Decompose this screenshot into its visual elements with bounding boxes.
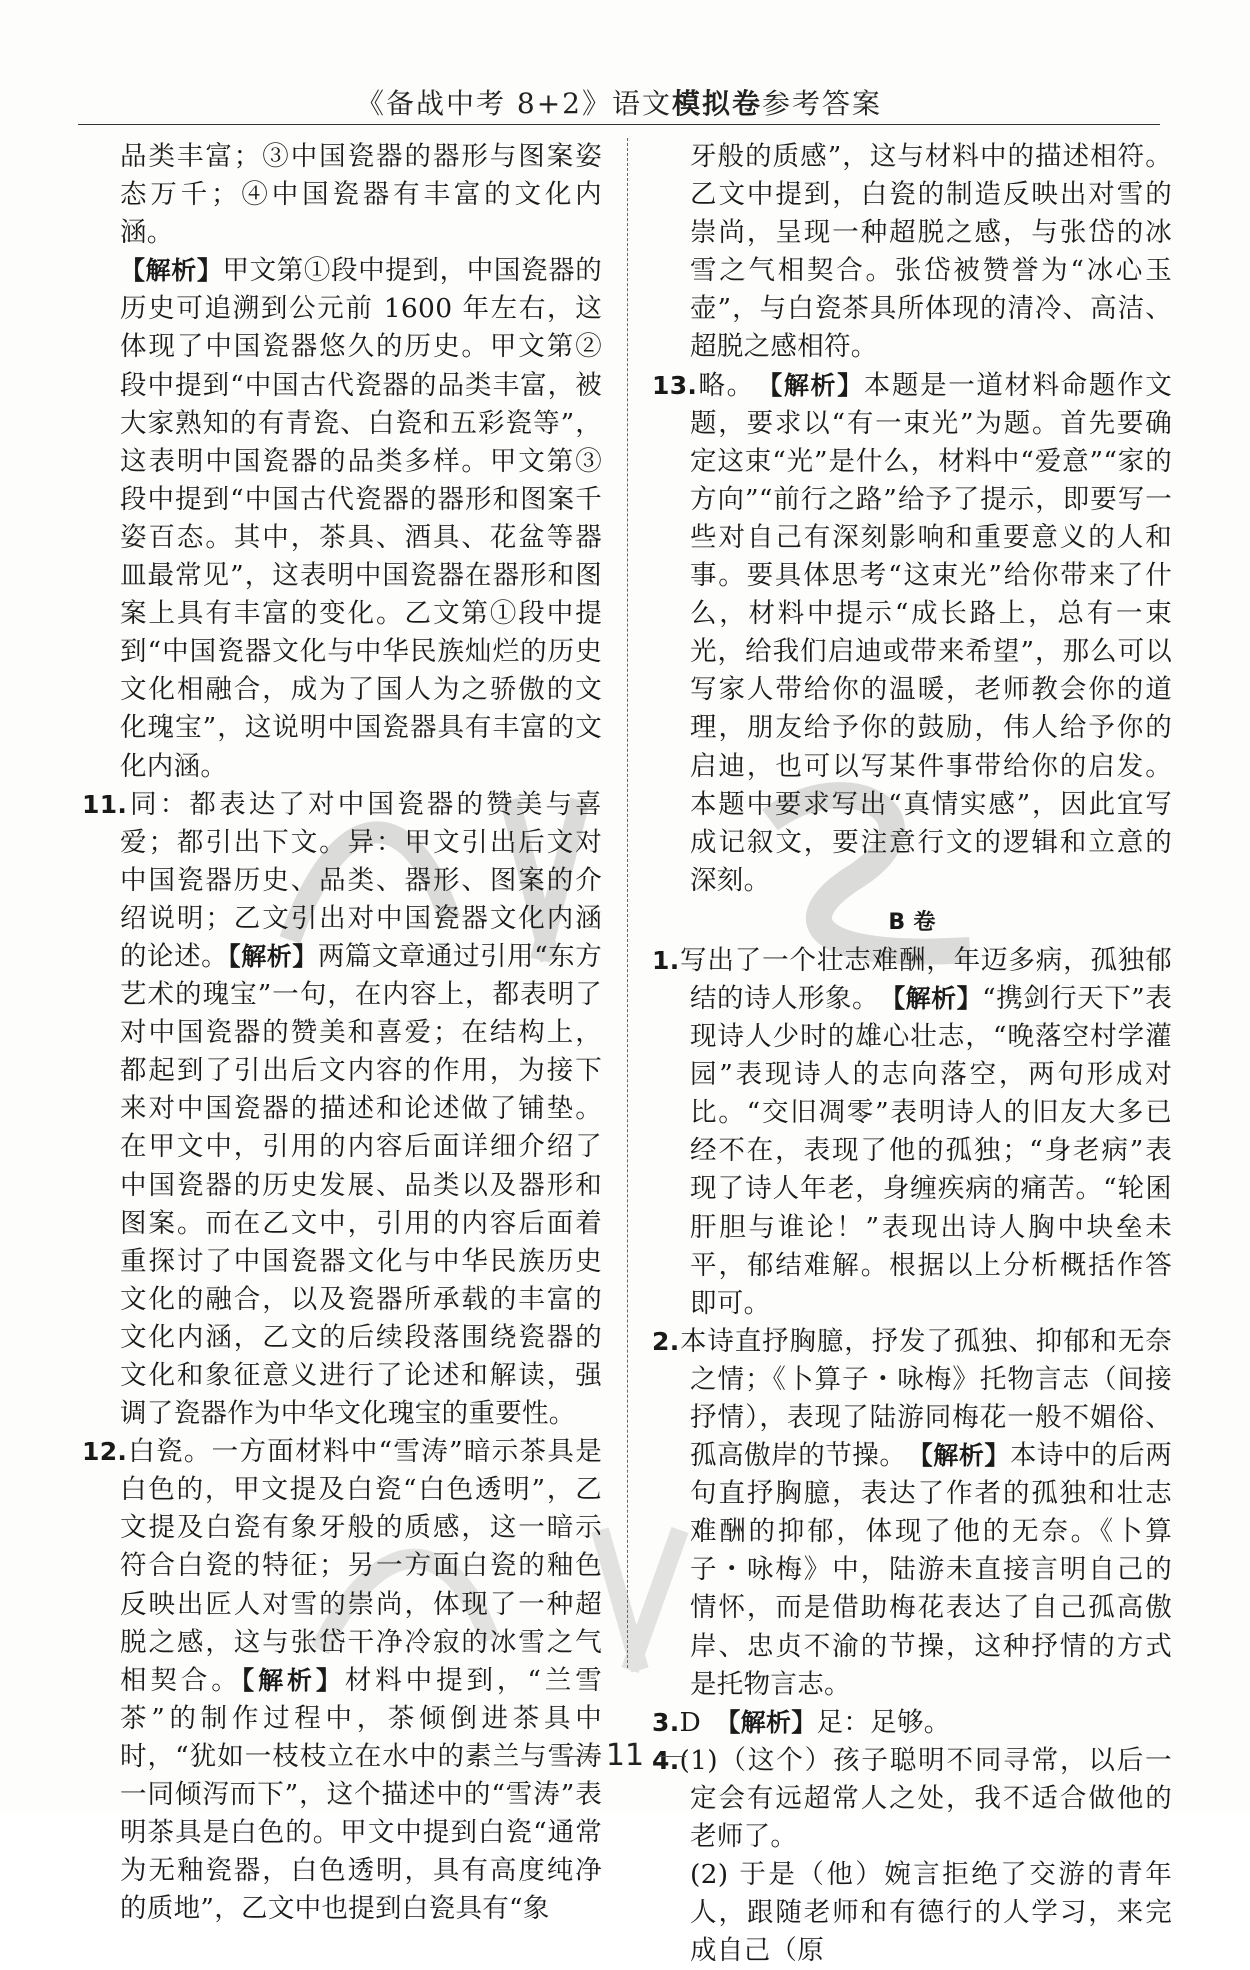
header-rule: [78, 124, 1160, 125]
answer-item-b4-part2: (2) 于是（他）婉言拒绝了交游的青年人，跟随老师和有德行的人学习，来完成自己（原: [690, 1859, 1172, 1967]
analysis-tag: 【解析】: [120, 256, 223, 286]
analysis-tag: 【解析】: [920, 1441, 1010, 1471]
header-title-pre: 《备战中考 8+2》语文: [355, 87, 672, 120]
answer-item-13: [652, 367, 1172, 900]
item-answer-text: 同：都表达了对中国瓷器的赞美与喜爱；都引出下文。异：甲文引出后文对中国瓷器历史、品类、器形、图案的介绍说明；乙文引出对中国瓷器文化内涵的论述。: [120, 788, 602, 972]
answer-item-b1: [652, 942, 1172, 1323]
analysis-tag: 【解析】: [727, 1707, 817, 1737]
item-analysis-text: 本诗中的后两句直抒胸臆，表达了作者的孤独和壮志难酬的抑郁，体现了他的无奈。《卜算子・咏梅》中，陆游未直接言明自己的情怀，而是借助梅花表达了自己孤高傲岸、忠贞不渝的节操，这种抒情的方式是托物言志。: [690, 1440, 1172, 1700]
item-answer-text: 白瓷。一方面材料中“雪涛”暗示茶具是白色的，甲文提及白瓷“白色透明”，乙文提及白瓷有象牙般的质感，这一暗示符合白瓷的特征；另一方面白瓷的釉色反映出匠人对雪的崇尚，体现了一种超脱之感，这与张岱干净冷寂的冰雪之气相契合。: [120, 1436, 602, 1696]
item-answer-text: D: [679, 1706, 728, 1738]
header-title-post: 参考答案: [762, 87, 883, 120]
page-footer: [0, 1738, 1250, 1773]
item-answer-text: 略。: [697, 369, 770, 401]
item-analysis-text: 本题是一道材料命题作文题，要求以“有一束光”为题。首先要确定这束“光”是什么，材料中“爱意”“家的方向”“前行之路”给予了提示，即要写一些对自己有深刻影响和重要意义的人和事。要具体思考“这束光”给你带来了什么，材料中提示“成长路上，总有一束光，给我们启迪或带来希望”，那么可以写家人带给你的温暖，老师教会你的道理，朋友给予你的鼓励，伟人给予你的启迪，也可以写某件事带给你的启发。本题中要求写出“真情实感”，因此宜写成记叙文，要注意行文的逻辑和立意的深刻。: [690, 369, 1172, 896]
page-header: [78, 82, 1160, 128]
analysis-tag: 【解析】: [769, 370, 864, 400]
item-analysis-text: 材料中提到，“兰雪茶”的制作过程中，茶倾倒进茶具中时，“犹如一枝枝立在水中的素兰与雪涛一同倾泻而下”，这个描述中的“雪涛”表明茶具是白色的。甲文中提到白瓷“通常为无釉瓷器，白色透明，具有高度纯净的质地”，乙文中也提到白瓷具有“象: [120, 1664, 603, 1925]
column-divider: [627, 138, 628, 1668]
item-number: 3.: [652, 1707, 680, 1737]
item-answer-text: (1)（这个）孩子聪明不同寻常，以后一定会有远超常人之处，我不适合做他的老师了。: [679, 1744, 1172, 1853]
answer-item-b3: [652, 1704, 1172, 1742]
item-number: 1.: [652, 945, 680, 975]
answer-continuation: 品类丰富；③中国瓷器的器形与图案姿态万千；④中国瓷器有丰富的文化内涵。: [120, 141, 602, 249]
left-column: [82, 138, 602, 1928]
item-number: 2.: [652, 1326, 680, 1356]
answer-item-11: [82, 786, 602, 1434]
item-analysis-text: “携剑行天下”表现诗人少时的雄心壮志，“晚落空村学灌园”表现诗人的志向落空，两句形成对比。“交旧凋零”表明诗人的旧友大多已经不在，表现了他的孤独；“身老病”表现了诗人年老，身缠疾病的痛苦。“轮囷肝胆与谁论！”表现出诗人胸中块垒未平，郁结难解。根据以上分析概括作答即可。: [690, 982, 1172, 1319]
item-number: 12.: [82, 1437, 128, 1467]
item-number: 13.: [652, 370, 698, 400]
item-answer-text: 本诗直抒胸臆，抒发了孤独、抑郁和无奈之情；《卜算子・咏梅》托物言志（间接抒情），表现了陆游同梅花一般不媚俗、孤高傲岸的节操。: [679, 1325, 1172, 1472]
answer-continuation: 牙般的质感”，这与材料中的描述相符。乙文中提到，白瓷的制造反映出对雪的崇尚，呈现一种超脱之感，与张岱的冰雪之气相契合。张岱被赞誉为“冰心玉壶”，与白瓷茶具所体现的清冷、高洁、超脱之感相符。: [690, 141, 1172, 363]
answer-item-b2: [652, 1323, 1172, 1704]
page-number: 11: [605, 1738, 645, 1773]
item-analysis-text: 两篇文章通过引用“东方艺术的瑰宝”一句，在内容上，都表明了对中国瓷器的赞美和喜爱；在结构上，都起到了引出后文内容的作用，为接下来对中国瓷器的描述和论述做了铺垫。在甲文中，引用的内容后面详细介绍了中国瓷器的历史发展、品类以及器形和图案。而在乙文中，引用的内容后面着重探讨了中国瓷器文化与中华民族历史文化的融合，以及瓷器所承载的丰富的文化内涵，乙文的后续段落围绕瓷器的文化和象征意义进行了论述和解读，强调了瓷器作为中华文化瑰宝的重要性。: [120, 940, 603, 1430]
item-number: 11.: [82, 789, 128, 819]
answer-item-12: [82, 1433, 602, 1928]
header-title-bold: 模拟卷: [671, 87, 762, 120]
section-title-b: B 卷: [888, 909, 936, 935]
footer-dash-right: [658, 1756, 686, 1757]
right-column: [652, 138, 1172, 1970]
analysis-tag: 【解析】: [228, 941, 318, 971]
analysis-text: 甲文第①段中提到，中国瓷器的历史可追溯到公元前 1600 年左右，这体现了中国瓷器悠久的历史。甲文第②段中提到“中国古代瓷器的品类丰富，被大家熟知的有青瓷、白瓷和五彩瓷等”，这表明中国瓷器的品类多样。甲文第③段中提到“中国古代瓷器的器形和图案千姿百态。其中，茶具、酒具、花盆等器皿最常见”，这表明中国瓷器在器形和图案上具有丰富的变化。乙文第①段中提到“中国瓷器文化与中华民族灿烂的历史文化相融合，成为了国人为之骄傲的文化瑰宝”，这说明中国瓷器具有丰富的文化内涵。: [120, 255, 603, 782]
footer-dash-left: [564, 1756, 592, 1757]
analysis-tag: 【解析】: [241, 1665, 345, 1695]
analysis-tag: 【解析】: [892, 983, 983, 1013]
item-answer-text: 写出了一个壮志难酬，年迈多病，孤独郁结的诗人形象。: [679, 944, 1172, 1014]
item-number: 4.: [652, 1745, 680, 1775]
item-analysis-text: 足：足够。: [816, 1706, 951, 1738]
analysis-paragraph: [82, 252, 602, 785]
